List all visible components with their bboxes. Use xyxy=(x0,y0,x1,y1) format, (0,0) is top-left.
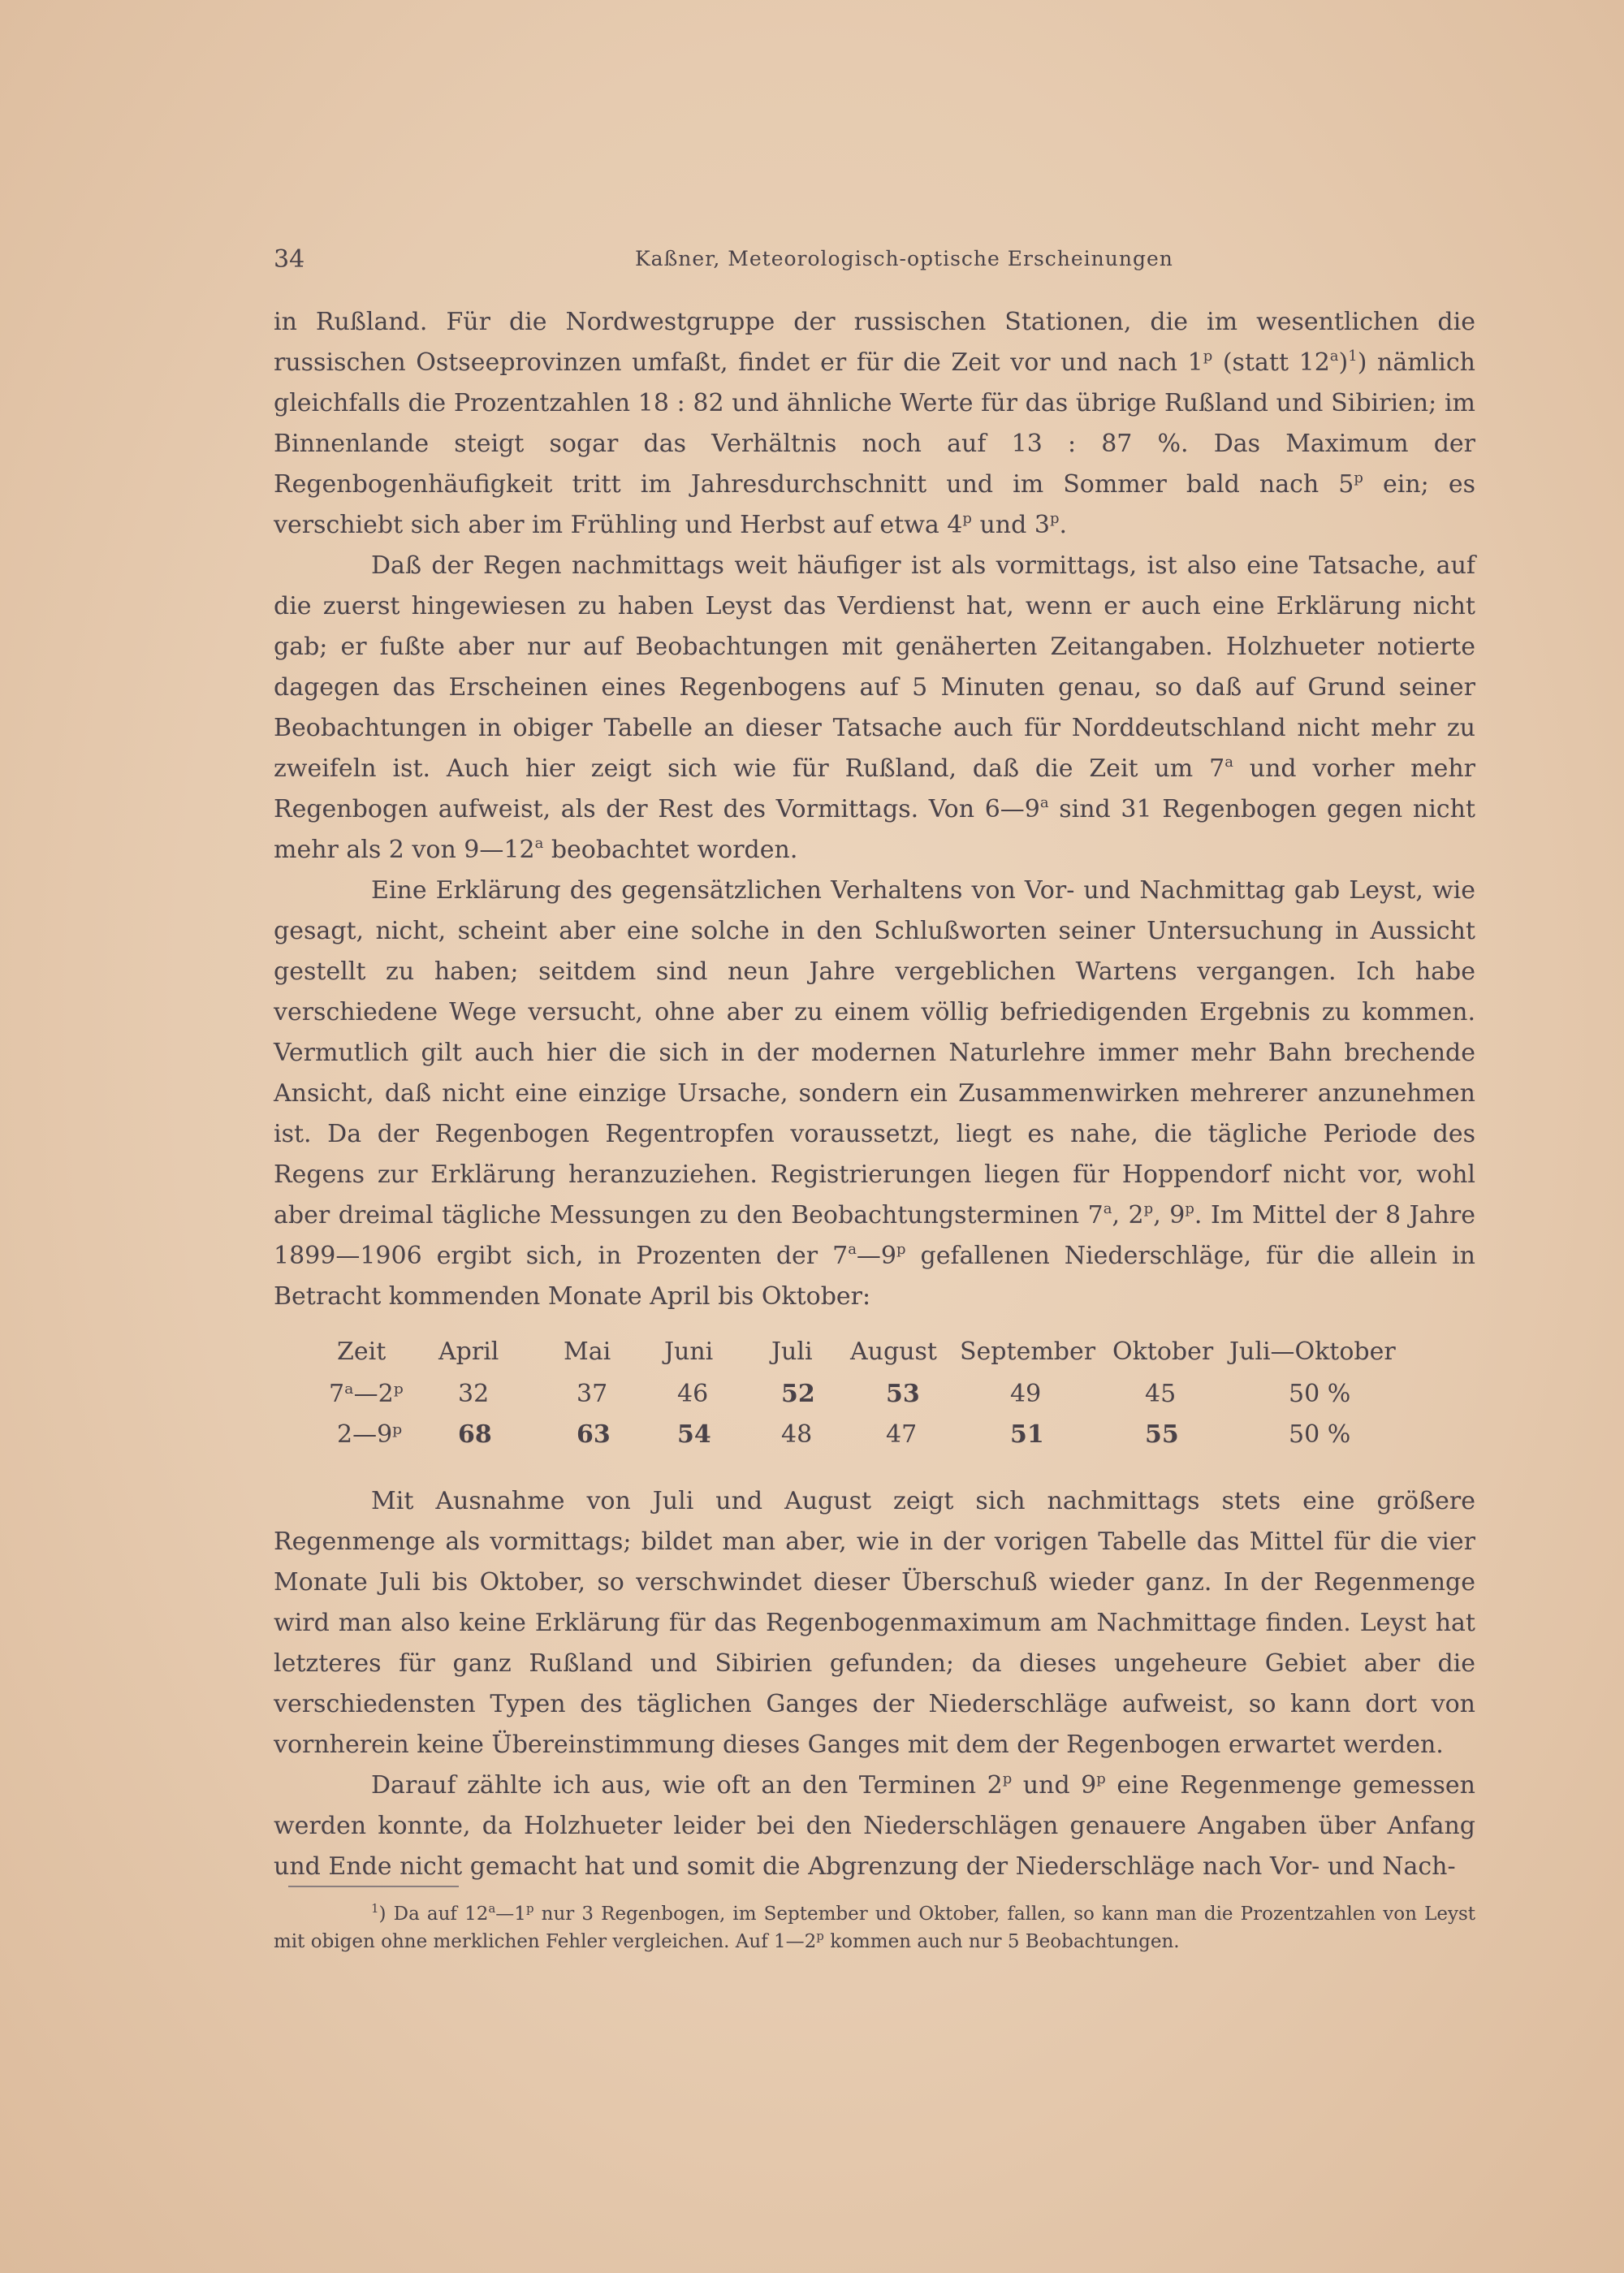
paragraph: Darauf zählte ich aus, wie oft an den Terminen 2$^p$ und 9$^p$ eine Regenmenge gemessen werden konnte, da Holzhueter leider bei den Niederschlägen genauere Angaben über Anfang und Ende nicht gemacht hat und somit die Abgrenzung der Niederschläge nach Vor- und Nach- xyxy=(274,1770,1475,1881)
table-header-cell: Juli—Oktober xyxy=(1229,1337,1396,1366)
table-header-cell: Oktober xyxy=(1112,1337,1214,1366)
table-cell: 52 xyxy=(781,1380,815,1408)
footnote-marker: 1 xyxy=(371,1901,379,1916)
table-header-cell: August xyxy=(850,1337,937,1366)
table-cell: 37 xyxy=(577,1380,608,1408)
table-cell: 54 xyxy=(677,1420,711,1449)
footnote: $^1$) Da auf 12$^a$—1$^p$ nur 3 Regenbogen, im September und Oktober, fallen, so kann man die Prozentzahlen von Leyst mit obigen ohne merklichen Fehler vergleichen. Auf 1—2$^p$ kommen auch nur 5 Beobachtungen. xyxy=(274,1901,1475,1952)
paragraph: Mit Ausnahme von Juli und August zeigt sich nachmittags stets eine größere Regenmenge als vormittags; bildet man aber, wie in der vorigen Tabelle das Mittel für die vier Monate Juli bis Oktober, so verschwindet dieser Überschuß wieder ganz. In der Regenmenge wird man also keine Erklärung für das Regenbogenmaximum am Nachmittage finden. Leyst hat letzteres für ganz Rußland und Sibirien gefunden; da dieses ungeheure Gebiet aber die verschiedensten Typen des täglichen Ganges der Niederschläge aufweist, so kann dort von vornherein keine Übereinstimmung dieses Ganges mit dem der Regenbogen erwartet werden. xyxy=(274,1487,1475,1759)
table-cell: 48 xyxy=(781,1420,813,1449)
table-cell: 50 % xyxy=(1289,1380,1351,1408)
paragraph: in Rußland. Für die Nordwestgruppe der russischen Stationen, die im wesentlichen die russischen Ostseeprovinzen umfaßt, findet er für die Zeit vor und nach 1$^p$ (statt 12$^a$)$^1$) nämlich gleichfalls die Prozentzahlen 18 : 82 und ähnliche Werte für das übrige Rußland und Sibirien; im Binnenlande steigt sogar das Verhältnis noch auf 13 : 87 %. Das Maximum der Regenbogenhäufigkeit tritt im Jahresdurchschnitt und im Sommer bald nach 5$^p$ ein; es verschiebt sich aber im Frühling und Herbst auf etwa 4$^p$ und 3$^p$. xyxy=(274,308,1475,539)
table-cell: 51 xyxy=(1010,1420,1044,1449)
paragraph: Eine Erklärung des gegensätzlichen Verhaltens von Vor- und Nachmittag gab Leyst, wie gesagt, nicht, scheint aber eine solche in den Schlußworten seiner Untersuchung in Aussicht gestellt zu haben; seitdem sind neun Jahre vergeblichen Wartens vergangen. Ich habe verschiedene Wege versucht, ohne aber zu einem völlig befriedigenden Ergebnis zu kommen. Vermutlich gilt auch hier die sich in der modernen Naturlehre immer mehr Bahn brechende Ansicht, daß nicht eine einzige Ursache, sondern ein Zusammenwirken mehrerer anzunehmen ist. Da der Regenbogen Regentropfen voraussetzt, liegt es nahe, die tägliche Periode des Regens zur Erklärung heranzuziehen. Registrierungen liegen für Hoppendorf nicht vor, wohl aber dreimal tägliche Messungen zu den Beobachtungsterminen 7$^a$, 2$^p$, 9$^p$. Im Mittel der 8 Jahre 1899—1906 ergibt sich, in Prozenten der 7$^a$—9$^p$ gefallenen Niederschläge, für die allein in Betracht kommenden Monate April bis Oktober: xyxy=(274,876,1475,1311)
footnote-divider xyxy=(288,1886,459,1887)
table-header-cell: Juni xyxy=(664,1337,714,1366)
table-header-cell: Mai xyxy=(564,1337,611,1366)
table-cell: 32 xyxy=(458,1380,490,1408)
paragraph: Daß der Regen nachmittags weit häufiger ist als vormittags, ist also eine Tatsache, auf die zuerst hingewiesen zu haben Leyst das Verdienst hat, wenn er auch eine Erklärung nicht gab; er fußte aber nur auf Beobachtungen mit genäherten Zeitangaben. Holzhueter notierte dagegen das Erscheinen eines Regenbogens auf 5 Minuten genau, so daß auf Grund seiner Beobachtungen in obiger Tabelle an dieser Tatsache auch für Norddeutschland nicht mehr zu zweifeln ist. Auch hier zeigt sich wie für Rußland, daß die Zeit um 7$^a$ und vorher mehr Regenbogen aufweist, als der Rest des Vormittags. Von 6—9$^a$ sind 31 Regenbogen gegen nicht mehr als 2 von 9—12$^a$ beobachtet worden. xyxy=(274,551,1475,864)
footnote-reference: 1 xyxy=(1348,348,1358,365)
table-row-label: 7ᵃ—2ᵖ xyxy=(329,1380,404,1408)
page-number: 34 xyxy=(274,245,305,274)
page-header xyxy=(274,245,1475,278)
table-cell: 47 xyxy=(886,1420,918,1449)
table-cell: 45 xyxy=(1145,1380,1177,1408)
table-cell: 55 xyxy=(1145,1420,1179,1449)
table-header-cell: Zeit xyxy=(337,1337,387,1366)
table-header-cell: Juli xyxy=(771,1337,813,1366)
table-cell: 46 xyxy=(677,1380,709,1408)
precipitation-table xyxy=(274,1332,1475,1470)
table-cell: 63 xyxy=(577,1420,611,1449)
table-header-cell: April xyxy=(438,1337,499,1366)
table-header-cell: September xyxy=(960,1337,1096,1366)
body-text xyxy=(274,302,1475,1887)
table-cell: 49 xyxy=(1010,1380,1042,1408)
table-cell: 50 % xyxy=(1289,1420,1351,1449)
table-cell: 53 xyxy=(886,1380,920,1408)
table-row-label: 2—9ᵖ xyxy=(337,1420,403,1449)
running-title: Kaßner, Meteorologisch-optische Erscheinungen xyxy=(635,247,1173,270)
table-cell: 68 xyxy=(458,1420,492,1449)
